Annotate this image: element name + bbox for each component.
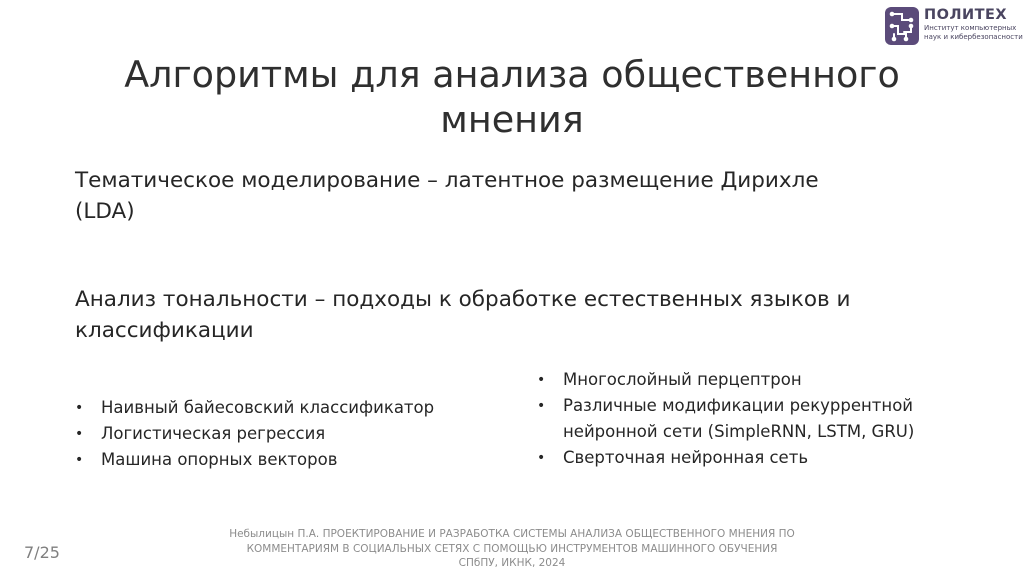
logo-name: ПОЛИТЕХ <box>924 7 1008 23</box>
list-item-label: Машина опорных векторов <box>101 450 338 469</box>
bullet-icon: • <box>537 372 546 388</box>
neural-methods-list <box>537 367 914 471</box>
list-item-label: Наивный байесовский классификатор <box>101 398 435 417</box>
footer-caption <box>200 527 824 571</box>
bullet-icon: • <box>537 450 546 466</box>
circuit-logo-icon <box>884 6 920 46</box>
bullet-icon: • <box>75 426 84 442</box>
list-item <box>75 447 434 473</box>
list-item-label-line1: Различные модификации рекуррентной <box>563 396 914 415</box>
slide-title <box>40 52 984 142</box>
sentiment-line2: классификации <box>75 318 254 343</box>
logo-text <box>924 7 1024 41</box>
list-item <box>75 395 434 421</box>
logo-subtitle-line2: наук и кибербезопасности <box>924 32 1023 41</box>
footer-line1: Небылицын П.А. ПРОЕКТИРОВАНИЕ И РАЗРАБОТКА СИСТЕМЫ АНАЛИЗА ОБЩЕСТВЕННОГО МНЕНИЯ ПО <box>229 528 795 540</box>
topic-modeling-line1: Тематическое моделирование – латентное размещение Дирихле <box>75 168 819 193</box>
sentiment-line1: Анализ тональности – подходы к обработке естественных языков и <box>75 287 851 312</box>
list-item-label-line2: нейронной сети (SimpleRNN, LSTM, GRU) <box>563 422 915 441</box>
footer-line2: КОММЕНТАРИЯМ В СОЦИАЛЬНЫХ СЕТЯХ С ПОМОЩЬЮ ИНСТРУМЕНТОВ МАШИННОГО ОБУЧЕНИЯ <box>246 542 778 555</box>
politech-logo <box>884 4 1022 46</box>
topic-modeling-paragraph <box>75 165 819 227</box>
footer-line3: СПбПУ, ИКНК, 2024 <box>458 557 566 569</box>
topic-modeling-line2: (LDA) <box>75 199 135 224</box>
page-number: 7/25 <box>24 543 60 562</box>
list-item <box>75 421 434 447</box>
classic-methods-list <box>75 395 434 473</box>
list-item <box>537 445 914 471</box>
bullet-icon: • <box>75 400 84 416</box>
list-item-label: Сверточная нейронная сеть <box>563 448 809 467</box>
slide-title-line2: мнения <box>440 98 584 141</box>
list-item-label: Многослойный перцептрон <box>563 370 802 389</box>
list-item <box>537 393 914 445</box>
list-item <box>537 367 914 393</box>
bullet-icon: • <box>75 452 84 468</box>
list-item-label: Логистическая регрессия <box>101 424 326 443</box>
slide-title-line1: Алгоритмы для анализа общественного <box>124 53 900 96</box>
logo-subtitle-line1: Институт компьютерных <box>924 24 1017 32</box>
sentiment-analysis-paragraph <box>75 284 851 346</box>
bullet-icon: • <box>537 398 546 414</box>
